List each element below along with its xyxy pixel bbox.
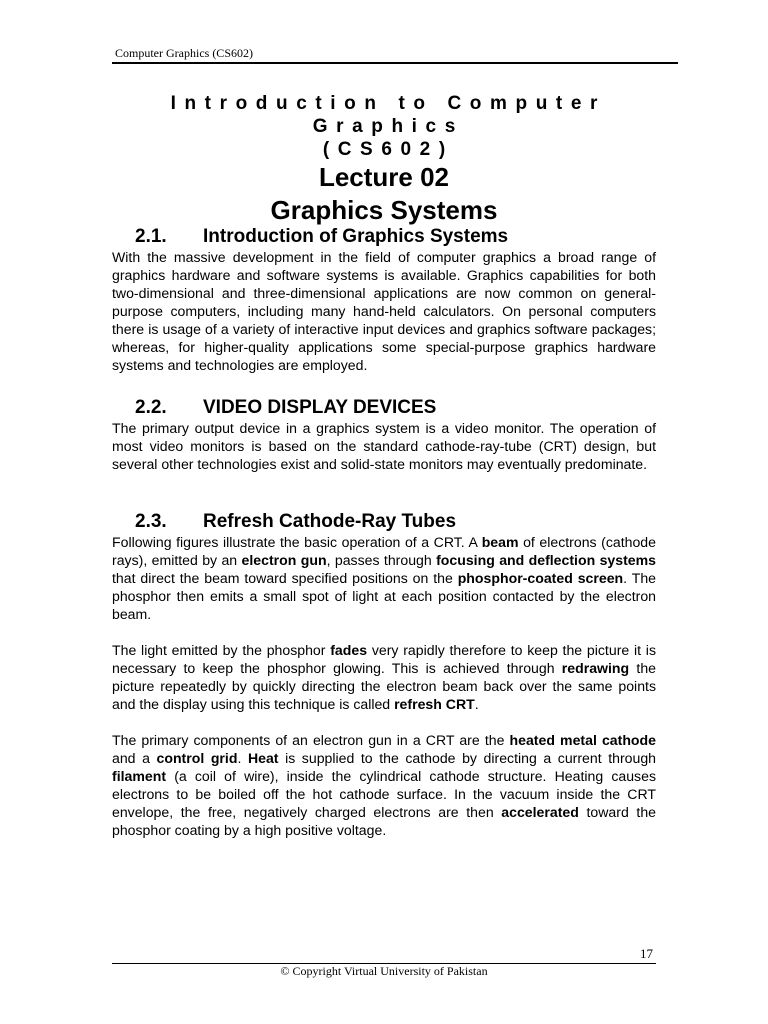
section-2-3 (112, 511, 656, 839)
course-code: (CS602) (322, 139, 454, 160)
section-title: VIDEO DISPLAY DEVICES (203, 397, 437, 418)
bold-term: heated metal cathode (509, 732, 656, 748)
section-2-2 (112, 397, 656, 473)
paragraph-crt-operation: Following figures illustrate the basic operation of a CRT. A beam of electrons (cathode rays), emitted by an electron gun, passes through focusing and deflection systems that direct the beam toward specified positions on the phosphor-coated screen. The phosphor then emits a small spot of light at each position contacted by the electron beam. (112, 534, 656, 622)
section-heading (112, 226, 656, 248)
bold-term: fades (330, 642, 368, 658)
header-rule (112, 62, 678, 64)
bold-term: focusing and deflection systems (436, 552, 656, 568)
section-number: 2.3. (135, 511, 167, 532)
page-number: 17 (640, 946, 653, 961)
paragraph: The primary output device in a graphics system is a video monitor. The operation of most video monitors is based on the standard cathode-ray-tube (CRT) design, but several other technologies exist and solid-state monitors may eventually predominate. (112, 420, 656, 472)
bold-term: redrawing (561, 660, 630, 676)
bold-term: filament (112, 768, 167, 784)
bold-term: refresh CRT (394, 696, 475, 712)
course-title: Introduction to Computer Graphics (170, 93, 606, 137)
lecture-topic: Graphics Systems (270, 195, 498, 225)
paragraph: With the massive development in the field of computer graphics a broad range of graphics hardware and software systems is available. Graphics capabilities for both two-dimensional and three-dimensional applications are now common on general-purpose computers, including many hand-held calculators. On personal computers there is usage of a variety of interactive input devices and graphics software packages; whereas, for higher-quality applications some special-purpose graphics hardware systems and technologies are employed. (112, 249, 656, 373)
section-heading (112, 397, 656, 419)
paragraph-refresh: The light emitted by the phosphor fades very rapidly therefore to keep the picture it is necessary to keep the phosphor glowing. This is achieved through redrawing the picture repeatedly by quickly directing the electron beam back over the same points and the display using this technique is called refresh CRT. (112, 642, 656, 712)
bold-term: electron gun (241, 552, 327, 568)
section-2-1 (112, 226, 656, 374)
section-heading (112, 511, 656, 533)
section-number: 2.2. (135, 397, 167, 418)
running-header: Computer Graphics (CS602) (115, 46, 253, 60)
bold-term: beam (481, 534, 519, 550)
bold-term: control grid (156, 750, 238, 766)
title-block (112, 92, 656, 227)
bold-term: phosphor-coated screen (457, 570, 624, 586)
lecture-number: Lecture 02 (318, 162, 450, 192)
copyright-footer: © Copyright Virtual University of Pakistan (280, 964, 488, 978)
bold-term: Heat (247, 750, 279, 766)
section-title: Introduction of Graphics Systems (203, 226, 509, 247)
bold-term: accelerated (501, 804, 579, 820)
paragraph-electron-gun: The primary components of an electron gun in a CRT are the heated metal cathode and a control grid. Heat is supplied to the cathode by directing a current through filament (a coil of wire), inside the cylindrical cathode structure. Heating causes electrons to be boiled off the hot cathode surface. In the vacuum inside the CRT envelope, the free, negatively charged electrons are then accelerated toward the phosphor coating by a high positive voltage. (112, 732, 657, 838)
section-title: Refresh Cathode-Ray Tubes (203, 511, 457, 532)
section-number: 2.1. (135, 226, 167, 247)
